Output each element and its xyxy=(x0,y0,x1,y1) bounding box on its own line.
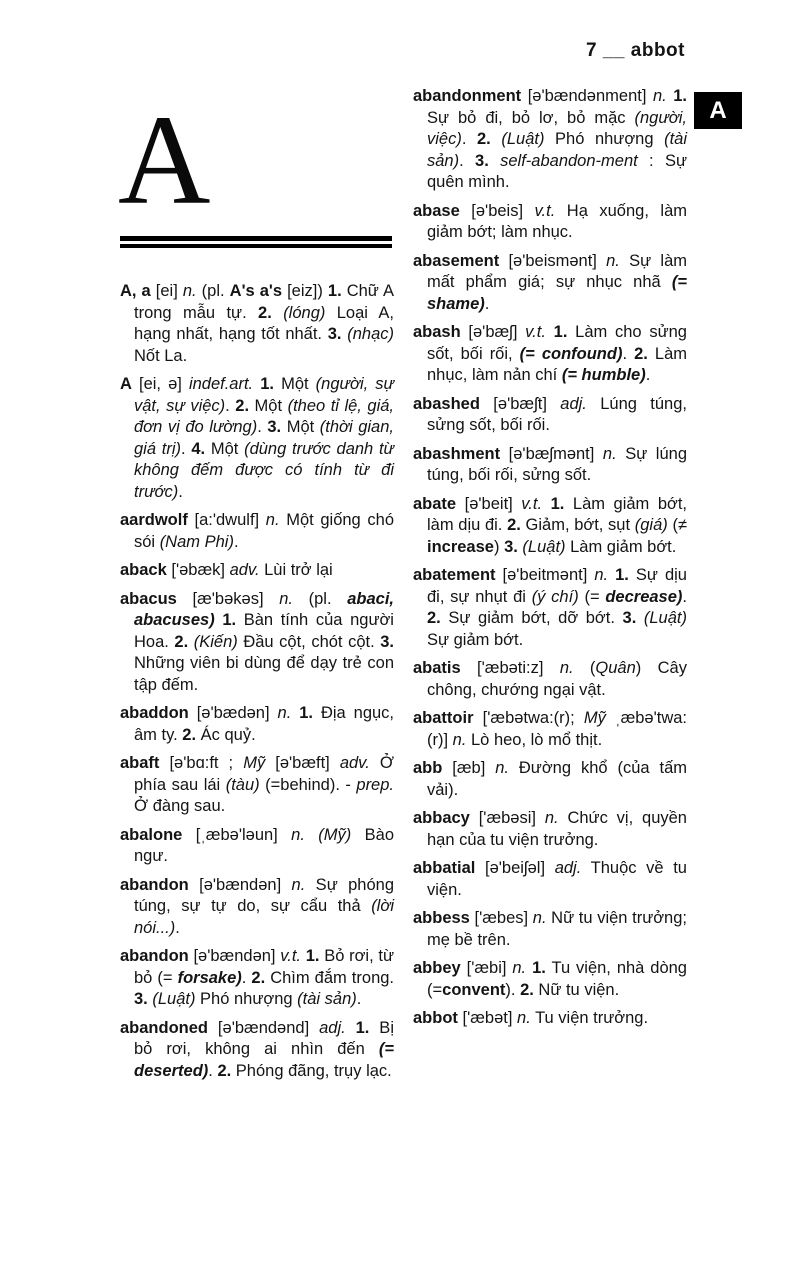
entry-text-run: 1. xyxy=(355,1018,370,1037)
entry-text-run: Đầu cột, chót cột. xyxy=(237,632,381,651)
entry-text-run: (Luật) xyxy=(643,609,687,627)
dictionary-entry xyxy=(120,560,394,582)
dictionary-entry xyxy=(413,908,687,951)
entry-text-run: . xyxy=(225,396,236,415)
headword: abattoir xyxy=(413,709,474,727)
entry-text-run: 1. xyxy=(222,611,237,629)
entry-text-run: v.t. xyxy=(521,494,543,513)
dictionary-entry xyxy=(413,444,687,487)
entry-text-run: Lò heo, lò mổ thịt. xyxy=(466,730,603,749)
entry-text-run xyxy=(546,323,554,341)
dictionary-entry xyxy=(413,658,687,701)
entry-text-run: Làm giảm bớt. xyxy=(565,537,677,556)
entry-text-run: n. xyxy=(452,730,467,749)
headword: abandon xyxy=(120,947,189,965)
entry-text-run: 2. xyxy=(258,303,272,322)
entry-text-run: Làm giảm bớt, làm dịu đi. xyxy=(427,494,687,534)
entry-text-run: n. xyxy=(606,251,620,270)
headword: abaddon xyxy=(120,704,189,722)
entry-text-run: 2. xyxy=(477,130,491,148)
left-column xyxy=(120,281,394,1089)
entry-text-run: n. xyxy=(544,809,559,827)
entry-text-run: [ə'bændənd] xyxy=(208,1018,320,1037)
headword: abasement xyxy=(413,251,500,270)
entry-text-run: Địa ngục, âm ty. xyxy=(134,704,395,744)
entry-text-run: ['əbæk] xyxy=(166,561,230,579)
entry-text-run: [ə'beismənt] xyxy=(499,251,607,270)
entry-text-run: [a:'dwulf] xyxy=(187,511,266,529)
entry-text-run: 3. xyxy=(134,990,148,1008)
dictionary-entry xyxy=(413,958,687,1001)
entry-text-run: Phó nhượng xyxy=(195,990,298,1008)
entry-text-run: 3. xyxy=(475,151,489,170)
entry-text-run: Tu viện, nhà dòng (= xyxy=(427,959,687,999)
entry-text-run: (= confound) xyxy=(519,344,623,363)
entry-text-run: [æ'bəkəs] xyxy=(176,589,280,608)
entry-text-run: increase xyxy=(427,537,494,556)
entry-text-run: . xyxy=(175,918,180,937)
entry-text-run: Sự dịu đi, sự nhụt đi xyxy=(427,566,687,606)
entry-text-run: adv. xyxy=(339,754,370,772)
headword: abacus xyxy=(120,589,177,608)
entry-text-run: Sự lúng túng, bối rối, sửng sốt. xyxy=(427,444,687,484)
entry-text-run: (Luật) xyxy=(501,130,545,148)
entry-text-run: 3. xyxy=(327,325,342,343)
entry-text-run xyxy=(542,495,551,513)
dictionary-entry xyxy=(413,758,687,801)
thumb-index-tab xyxy=(694,92,742,129)
entry-text-run: 3. xyxy=(622,609,637,627)
headword: abbey xyxy=(413,959,461,977)
entry-text-run: n. xyxy=(279,589,293,608)
entry-text-run: . xyxy=(682,587,687,606)
entry-text-run: 1. xyxy=(553,323,568,341)
entry-text-run: [ˌæbə'ləun] xyxy=(182,825,292,844)
entry-text-run: . xyxy=(178,482,183,501)
entry-text-run: n. xyxy=(532,909,547,927)
entry-text-run: [ə'beiʃəl] xyxy=(475,859,555,877)
entry-text-run: (=behind). - xyxy=(259,775,357,794)
dictionary-entry xyxy=(413,86,687,194)
dictionary-entry xyxy=(413,565,687,651)
entry-text-run: forsake) xyxy=(177,968,242,987)
entry-text-run: Chức vị, quyền hạn của tu viện trưởng. xyxy=(427,809,687,849)
entry-text-run: n. xyxy=(512,959,527,977)
entry-text-run: 1. xyxy=(615,566,629,584)
entry-text-run: [ə'bændən] xyxy=(188,947,281,965)
entry-text-run: n. xyxy=(594,566,609,584)
entry-text-run: Làm cho sửng sốt, bối rối, xyxy=(427,323,687,363)
entry-text-run: (người, việc) xyxy=(427,108,687,148)
entry-text-run: [æb] xyxy=(442,759,496,777)
entry-text-run: [ə'bæʃmənt] xyxy=(500,444,603,463)
section-dropcap: A xyxy=(118,89,211,231)
dictionary-entry xyxy=(413,394,687,437)
entry-text-run: . xyxy=(356,990,362,1008)
entry-text-run: . xyxy=(257,418,268,436)
entry-text-run: 1. xyxy=(327,282,342,300)
entry-text-run: Những viên bi dùng để dạy trẻ con tập đếm. xyxy=(134,654,394,694)
entry-text-run: : Sự quên mình. xyxy=(427,151,687,191)
headword: abbacy xyxy=(413,809,470,827)
entry-text-run: n. xyxy=(495,759,509,777)
entry-text-run: 1. xyxy=(299,704,313,722)
entry-text-run: ['æbət] xyxy=(457,1009,518,1027)
entry-text-run: . xyxy=(208,1061,218,1080)
headword: abatis xyxy=(413,659,461,677)
dictionary-entry xyxy=(120,946,394,1011)
entry-text-run: 4. xyxy=(191,439,206,458)
headword: abbess xyxy=(413,909,470,927)
entry-text-run: Bỏ rơi, từ bỏ (= xyxy=(134,947,394,987)
dictionary-entry xyxy=(120,753,394,818)
entry-text-run: adj. xyxy=(554,859,582,877)
entry-text-run: Ở đàng sau. xyxy=(134,797,226,815)
entry-text-run: [ə'beit] xyxy=(456,494,522,513)
entry-text-run: adj. xyxy=(319,1018,346,1037)
entry-text-run: adj. xyxy=(560,394,587,413)
entry-text-run: [ei] xyxy=(150,282,183,300)
entry-text-run: n. xyxy=(602,444,617,463)
entry-text-run: ['æbi] xyxy=(460,959,513,977)
entry-text-run: . xyxy=(622,344,635,363)
entry-text-run: n. xyxy=(291,825,305,844)
entry-text-run: Một xyxy=(249,396,288,415)
entry-text-run: v.t. xyxy=(525,323,546,341)
headword: abashed xyxy=(413,394,480,413)
entry-text-run: [eiz]) xyxy=(282,282,328,300)
entry-text-run: 3. xyxy=(267,418,282,436)
entry-text-run: . xyxy=(181,439,192,458)
entry-text-run: Một xyxy=(274,375,316,393)
entry-text-run: (Luật) xyxy=(152,990,196,1008)
entry-text-run: indef.art. xyxy=(188,375,254,393)
page-header: 7 __ abbot xyxy=(586,40,685,61)
entry-text-run: Phó nhượng xyxy=(544,130,665,148)
entry-text-run: Lùi trở lại xyxy=(259,561,333,579)
entry-text-run: Làm nhục, làm nản chí xyxy=(427,344,687,384)
headword: abandoned xyxy=(120,1018,209,1037)
entry-text-run: (thời gian, giá trị) xyxy=(134,418,394,458)
entry-text-run: (Kiến) xyxy=(193,632,238,651)
entry-text-run: (lóng) xyxy=(283,303,326,322)
headword: aback xyxy=(120,561,167,579)
entry-text-run: v.t. xyxy=(534,201,556,220)
headword: A, a xyxy=(120,282,151,300)
dictionary-entry xyxy=(413,494,687,559)
headword: abashment xyxy=(413,444,501,463)
entry-text-run: [ə'bæʃ] xyxy=(460,323,526,341)
entry-text-run: . xyxy=(645,366,651,384)
entry-text-run: [ə'bæft] xyxy=(265,754,340,772)
entry-text-run: Ác quỷ. xyxy=(196,725,256,744)
entry-text-run: ['æbəti:z] xyxy=(460,659,560,677)
entry-text-run: decrease) xyxy=(605,587,683,606)
entry-text-run: [ə'bændən] xyxy=(188,875,292,894)
entry-text-run: Mỹ xyxy=(583,709,606,727)
dictionary-entry xyxy=(120,875,394,940)
entry-text-run: n. xyxy=(517,1009,531,1027)
entry-text-run: (dùng trước danh từ không đếm được có tính từ đi trước) xyxy=(134,439,394,501)
entry-text-run xyxy=(305,826,318,844)
entry-text-run: ['æbəsi] xyxy=(469,809,545,827)
entry-text-run: Sự bỏ đi, bỏ lơ, bỏ mặc xyxy=(427,108,635,127)
entry-text-run: (pl. xyxy=(196,282,230,300)
entry-text-run: 2. xyxy=(507,516,521,534)
entry-text-run: convent xyxy=(442,980,506,999)
entry-text-run: (tài sản) xyxy=(427,130,688,170)
entry-text-run: n. xyxy=(277,704,292,722)
entry-text-run: Bào ngư. xyxy=(134,825,394,865)
entry-text-run: 1. xyxy=(305,947,320,965)
entry-text-run: (Mỹ) xyxy=(318,825,352,844)
entry-text-run: 3. xyxy=(380,632,394,651)
dictionary-entry xyxy=(413,708,687,751)
entry-text-run xyxy=(491,130,502,148)
entry-text-run: . xyxy=(461,130,477,148)
headword: abbot xyxy=(413,1009,458,1027)
entry-text-run: Thuộc về tu viện. xyxy=(427,859,687,899)
entry-text-run: v.t. xyxy=(280,947,301,965)
entry-text-run: (lời nói...) xyxy=(134,897,394,937)
entry-text-run: abaci, abacuses) xyxy=(134,589,394,629)
dictionary-entry xyxy=(120,510,394,553)
entry-text-run: 2. xyxy=(634,344,648,363)
entry-text-run: (người, sự vật, sự việc) xyxy=(134,375,394,415)
entry-text-run: adv. xyxy=(229,561,260,579)
entry-text-run: (nhạc) xyxy=(347,325,394,343)
entry-text-run: (≠ xyxy=(667,516,687,534)
entry-text-run: . xyxy=(459,151,476,170)
entry-text-run: 2. xyxy=(251,968,266,987)
entry-text-run: ) xyxy=(493,537,505,556)
entry-text-run: Một xyxy=(281,418,320,436)
entry-text-run: ). xyxy=(505,980,521,999)
dictionary-entry xyxy=(120,589,394,697)
entry-text-run: ['æbes] xyxy=(469,909,533,927)
entry-text-run: 2. xyxy=(217,1061,232,1080)
entry-text-run: (= xyxy=(578,587,606,606)
entry-text-run: Bị bỏ rơi, không ai nhìn đến xyxy=(134,1018,394,1058)
entry-text-run: (tàu) xyxy=(225,775,260,794)
dictionary-entry xyxy=(120,374,394,503)
headword: abase xyxy=(413,201,460,220)
entry-text-run: n. xyxy=(182,282,197,300)
entry-text-run: Quân xyxy=(595,659,636,677)
entry-text-run: (tài sản) xyxy=(297,990,357,1008)
headword: abb xyxy=(413,759,443,777)
entry-text-run: 1. xyxy=(550,494,565,513)
dictionary-entry xyxy=(120,281,394,367)
headword: abandonment xyxy=(413,87,522,105)
entry-text-run: n. xyxy=(265,511,280,529)
entry-text-run: Sự phóng túng, sự tự do, sự cẩu thả xyxy=(134,875,394,915)
dictionary-entry xyxy=(120,703,394,746)
entry-text-run: Tu viện trưởng. xyxy=(530,1009,649,1027)
entry-text-run: prep. xyxy=(356,775,394,794)
entry-text-run xyxy=(272,304,283,322)
headword: abash xyxy=(413,323,461,341)
entry-text-run: 2. xyxy=(182,725,197,744)
entry-text-run: [ei, ə] xyxy=(131,375,189,393)
headword: abaft xyxy=(120,754,160,772)
headword: aardwolf xyxy=(120,511,188,529)
dictionary-entry xyxy=(120,825,394,868)
entry-text-run: Hạ xuống, làm giảm bớt; làm nhục. xyxy=(427,201,687,241)
entry-text-run: Chữ A trong mẫu tự. xyxy=(134,282,394,322)
entry-text-run: Phóng đãng, trụy lạc. xyxy=(231,1061,392,1080)
entry-text-run: Nữ tu viện. xyxy=(533,980,620,999)
headword: abbatial xyxy=(413,859,476,877)
entry-text-run: Sự giảm bớt. xyxy=(427,630,524,649)
headword: abatement xyxy=(413,566,496,584)
entry-text-run: [ə'bɑ:ft ; xyxy=(159,754,244,772)
entry-text-run: (= deserted) xyxy=(134,1040,394,1080)
entry-text-run: (pl. xyxy=(292,589,348,608)
entry-text-run: 2. xyxy=(520,980,534,999)
entry-text-run xyxy=(346,1019,356,1037)
dictionary-entry xyxy=(413,322,687,387)
headword: abate xyxy=(413,494,457,513)
entry-text-run: Loại A, hạng nhất, hạng tốt nhất. xyxy=(134,303,394,343)
entry-text-run: 3. xyxy=(504,537,518,556)
entry-text-run: Giảm, bớt, sụt xyxy=(520,516,635,534)
entry-text-run: . xyxy=(241,968,252,987)
entry-text-run: (= humble) xyxy=(561,366,646,384)
entry-text-run xyxy=(489,152,500,170)
entry-text-run: [ə'bæʃt] xyxy=(479,394,561,413)
dictionary-entry xyxy=(413,201,687,244)
entry-text-run: 1. xyxy=(673,87,687,105)
entry-text-run: Một giống chó sói xyxy=(134,511,394,551)
dictionary-entry xyxy=(413,251,687,316)
entry-text-run: n. xyxy=(559,659,574,677)
entry-text-run: Chìm đắm trong. xyxy=(265,968,395,987)
dictionary-entry xyxy=(413,1008,687,1030)
entry-text-run: 1. xyxy=(260,375,274,393)
entry-text-run: 1. xyxy=(532,959,546,977)
entry-text-run: n. xyxy=(652,87,667,105)
entry-text-run: [ə'bændənment] xyxy=(521,87,653,105)
entry-text-run: Nữ tu viện trưởng; mẹ bề trên. xyxy=(427,909,687,949)
entry-text-run: (Luật) xyxy=(522,537,566,556)
entry-text-run: [ə'bædən] xyxy=(188,704,278,722)
entry-text-run: Sự giảm bớt, dỡ bớt. xyxy=(440,609,623,627)
entry-text-run: Bàn tính của người Hoa. xyxy=(134,611,394,651)
entry-text-run: ['æbətwa:(r); xyxy=(473,709,584,727)
thumb-index-letter: A xyxy=(709,96,727,124)
entry-text-run: Nốt La. xyxy=(134,346,188,365)
entry-text-run: [ə'beitmənt] xyxy=(495,566,595,584)
dictionary-entry xyxy=(413,858,687,901)
entry-text-run: Ở phía sau lái xyxy=(134,754,394,794)
dictionary-entry xyxy=(120,1018,394,1083)
entry-text-run: n. xyxy=(291,875,306,894)
entry-text-run: ( xyxy=(573,659,596,677)
entry-text-run: ˌæbə'twa:(r)] xyxy=(427,709,688,749)
entry-text-run: 2. xyxy=(427,609,441,627)
right-column xyxy=(413,86,687,1037)
dictionary-entry xyxy=(413,808,687,851)
entry-text-run: Mỹ xyxy=(243,754,266,772)
entry-text-run: (= shame) xyxy=(427,273,687,313)
headword: A xyxy=(120,375,132,393)
entry-text-run: (Nam Phi) xyxy=(159,532,234,551)
entry-text-run: self-abandon-ment xyxy=(500,151,638,170)
entry-text-run: ) Cây chông, chướng ngại vật. xyxy=(427,659,687,699)
section-divider-rule xyxy=(120,236,392,248)
entry-text-run: (ý chí) xyxy=(531,587,579,606)
entry-text-run: Một xyxy=(205,439,245,458)
entry-text-run: . xyxy=(233,532,239,551)
headword: abandon xyxy=(120,875,189,894)
entry-text-run: (giá) xyxy=(634,516,668,534)
entry-text-run: [ə'beis] xyxy=(459,201,535,220)
entry-text-run: Đường khổ (của tấm vải). xyxy=(427,759,687,799)
entry-text-run: . xyxy=(484,294,490,313)
entry-text-run: A's a's xyxy=(229,282,283,300)
entry-text-run xyxy=(636,609,644,627)
entry-text-run: 2. xyxy=(235,396,250,415)
entry-text-run: (theo tỉ lệ, giá, đơn vị đo lường) xyxy=(134,396,395,436)
entry-text-run: Lúng túng, sửng sốt, bối rối. xyxy=(427,394,687,434)
entry-text-run: 2. xyxy=(174,632,189,651)
entry-text-run: Sự làm mất phẩm giá; sự nhục nhã xyxy=(427,251,687,291)
headword: abalone xyxy=(120,825,183,844)
